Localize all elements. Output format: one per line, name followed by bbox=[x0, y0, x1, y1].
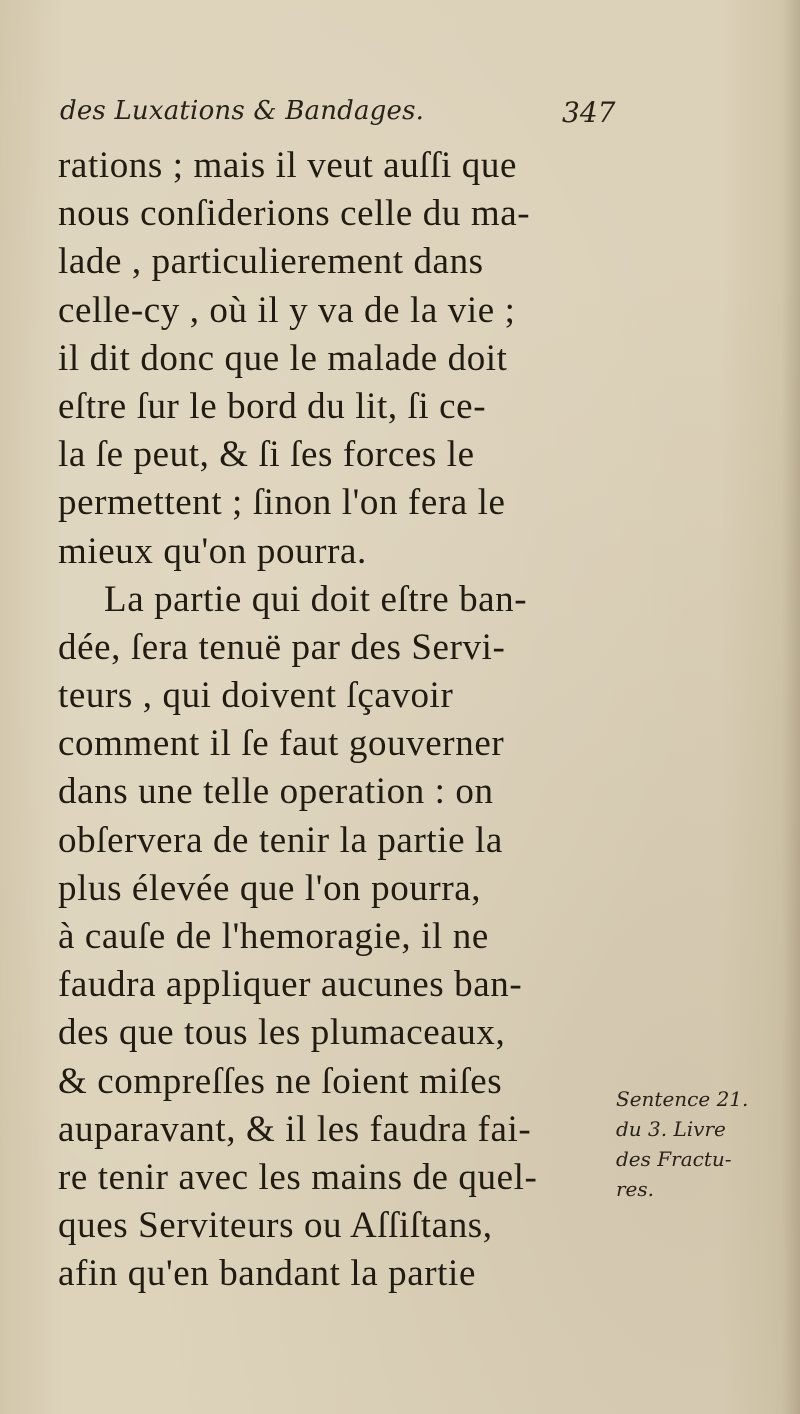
text-line: la ſe peut, & ſi ſes forces le bbox=[58, 434, 475, 476]
text-line: eſtre ſur le bord du lit, ſi ce- bbox=[58, 385, 487, 427]
text-line: nous conſiderions celle du ma- bbox=[58, 193, 531, 235]
text-line: auparavant, & il les faudra fai- bbox=[58, 1108, 532, 1150]
text-line: mieux qu'on pourra. bbox=[58, 530, 367, 572]
text-line: des que tous les plumaceaux, bbox=[58, 1012, 506, 1054]
text-line: lade , particulierement dans bbox=[58, 241, 484, 283]
text-line: rations ; mais il veut auſſi que bbox=[58, 145, 518, 186]
text-line: afin qu'en bandant la partie bbox=[58, 1253, 476, 1295]
margin-note-line: Sentence 21. bbox=[616, 1087, 749, 1111]
text-line: plus élevée que l'on pourra, bbox=[58, 867, 482, 909]
text-line: il dit donc que le malade doit bbox=[58, 337, 508, 379]
page-header bbox=[60, 96, 620, 140]
body-text bbox=[58, 142, 618, 1299]
margin-note-line: res. bbox=[616, 1177, 655, 1201]
text-line: dée, ſera tenuë par des Servi- bbox=[58, 626, 506, 668]
text-line: comment il ſe faut gouverner bbox=[58, 723, 505, 765]
running-title: des Luxations & Bandages. bbox=[60, 96, 425, 126]
text-line: celle-cy , où il y va de la vie ; bbox=[58, 289, 516, 331]
text-line: & compreſſes ne ſoient miſes bbox=[58, 1060, 503, 1102]
text-line: faudra appliquer aucunes ban- bbox=[58, 964, 523, 1006]
text-line: re tenir avec les mains de quel- bbox=[58, 1156, 538, 1198]
paragraph-first-line: La partie qui doit eſtre ban- bbox=[104, 578, 528, 620]
margin-note-line: des Fractu- bbox=[616, 1147, 732, 1171]
page-number: 347 bbox=[562, 96, 616, 129]
text-line: à cauſe de l'hemoragie, il ne bbox=[58, 916, 489, 957]
margin-note bbox=[616, 1084, 792, 1204]
text-line: dans une telle operation : on bbox=[58, 771, 494, 813]
margin-note-line: du 3. Livre bbox=[616, 1117, 726, 1141]
text-line: teurs , qui doivent ſçavoir bbox=[58, 675, 454, 717]
text-line: obſervera de tenir la partie la bbox=[58, 819, 503, 861]
text-line: ques Serviteurs ou Aſſiſtans, bbox=[58, 1205, 493, 1247]
text-line: permettent ; ſinon l'on fera le bbox=[58, 482, 506, 524]
